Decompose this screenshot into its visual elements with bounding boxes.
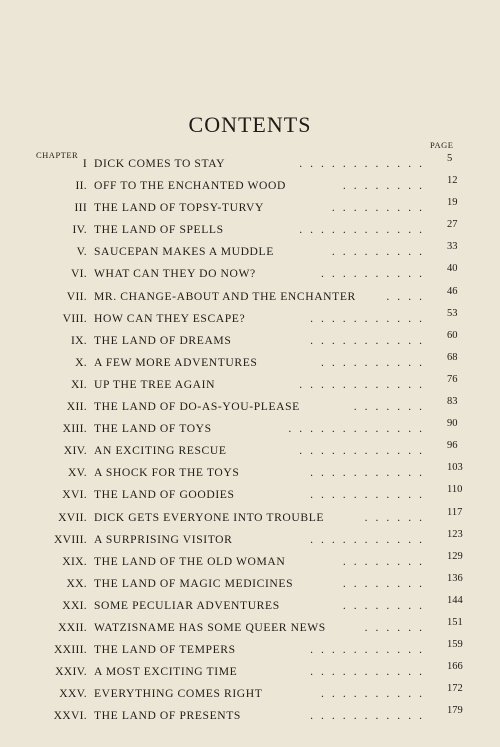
chapter-title: THE LAND OF PRESENTS: [94, 709, 241, 723]
chapter-title: SOME PECULIAR ADVENTURES: [94, 598, 280, 612]
dot-leader: ..........: [321, 267, 430, 281]
table-of-contents: [0, 153, 500, 727]
chapter-title: A SURPRISING VISITOR: [94, 532, 233, 546]
page-number: 46: [447, 285, 458, 297]
dot-leader: ...........: [310, 643, 430, 657]
toc-entry: [0, 551, 500, 573]
toc-entry: [0, 219, 500, 241]
chapter-title: THE LAND OF SPELLS: [94, 223, 224, 237]
page-number: 5: [447, 153, 453, 164]
toc-entry: [0, 507, 500, 529]
page-number: 172: [447, 683, 463, 695]
dot-leader: ........: [342, 554, 430, 568]
chapter-number: XV.: [67, 466, 87, 480]
toc-entry: [0, 374, 500, 396]
dot-leader: ............: [299, 157, 430, 170]
chapter-title: THE LAND OF DO-AS-YOU-PLEASE: [94, 400, 300, 414]
toc-entry: [0, 639, 500, 661]
chapter-number: V.: [76, 245, 87, 259]
toc-entry: [0, 197, 500, 219]
dot-leader: ..........: [321, 355, 430, 369]
chapter-title: A MOST EXCITING TIME: [94, 665, 238, 679]
chapter-number: XI.: [70, 377, 87, 391]
dot-leader: ...........: [310, 532, 430, 546]
chapter-title: DICK GETS EVERYONE INTO TROUBLE: [94, 510, 325, 524]
chapter-number: VII.: [66, 289, 87, 303]
chapter-number: XII.: [66, 400, 87, 414]
page-number: 144: [447, 594, 463, 606]
chapter-number: XVI.: [62, 488, 87, 502]
page-number: 60: [447, 329, 458, 341]
dot-leader: ...........: [310, 709, 430, 723]
chapter-title: THE LAND OF TOPSY-TURVY: [94, 201, 264, 215]
chapter-number: VIII.: [62, 311, 87, 325]
page-number: 179: [447, 705, 463, 717]
chapter-title: THE LAND OF MAGIC MEDICINES: [94, 576, 294, 590]
dot-leader: .............: [288, 422, 430, 436]
chapter-title: DICK COMES TO STAY: [94, 157, 226, 170]
chapter-title: HOW CAN THEY ESCAPE?: [94, 311, 246, 325]
chapter-title: MR. CHANGE-ABOUT AND THE ENCHANTER: [94, 289, 356, 303]
chapter-number: XVII.: [58, 510, 87, 524]
page-number: 76: [447, 373, 458, 385]
chapter-number: XIII.: [62, 422, 87, 436]
chapter-number: III: [74, 201, 87, 215]
chapter-title: SAUCEPAN MAKES A MUDDLE: [94, 245, 274, 259]
dot-leader: ...........: [310, 333, 430, 347]
page-number: 12: [447, 175, 458, 187]
toc-entry: [0, 175, 500, 197]
toc-entry: [0, 330, 500, 352]
toc-entry: [0, 683, 500, 705]
toc-entry: [0, 440, 500, 462]
chapter-number: XXII.: [58, 620, 87, 634]
page-number: 117: [447, 506, 463, 518]
chapter-title: THE LAND OF THE OLD WOMAN: [94, 554, 286, 568]
page-number: 40: [447, 263, 458, 275]
toc-entry: [0, 352, 500, 374]
page-number: 33: [447, 241, 458, 253]
page-number: 53: [447, 307, 458, 319]
dot-leader: .......: [353, 400, 430, 414]
page-number: 27: [447, 219, 458, 231]
chapter-title: WATZISNAME HAS SOME QUEER NEWS: [94, 620, 326, 634]
toc-entry: [0, 573, 500, 595]
page-number: 151: [447, 616, 463, 628]
page-column-header: PAGE: [430, 140, 454, 150]
chapter-number: XXI.: [62, 598, 87, 612]
chapter-title: OFF TO THE ENCHANTED WOOD: [94, 179, 286, 193]
toc-entry: [0, 661, 500, 683]
toc-entry: [0, 308, 500, 330]
chapter-number: XXV.: [59, 687, 87, 701]
chapter-number: I: [82, 157, 87, 170]
page-number: 90: [447, 418, 458, 430]
dot-leader: .........: [331, 201, 430, 215]
page-number: 136: [447, 572, 463, 584]
toc-entry: [0, 705, 500, 727]
dot-leader: ...........: [310, 665, 430, 679]
toc-entry: [0, 595, 500, 617]
chapter-title: A FEW MORE ADVENTURES: [94, 355, 258, 369]
chapter-number: II.: [75, 179, 87, 193]
page-number: 83: [447, 396, 458, 408]
page-title: CONTENTS: [188, 112, 312, 137]
dot-leader: ............: [299, 223, 430, 237]
dot-leader: ........: [342, 576, 430, 590]
toc-entry: [0, 462, 500, 484]
chapter-column-header: CHAPTER: [36, 150, 79, 160]
chapter-title: THE LAND OF DREAMS: [94, 333, 232, 347]
dot-leader: ...........: [310, 466, 430, 480]
dot-leader: ........: [342, 598, 430, 612]
chapter-title: EVERYTHING COMES RIGHT: [94, 687, 263, 701]
chapter-number: IV.: [72, 223, 87, 237]
chapter-number: XVIII.: [53, 532, 87, 546]
toc-entry: [0, 484, 500, 506]
toc-entry: [0, 529, 500, 551]
dot-leader: ...........: [310, 311, 430, 325]
chapter-number: X.: [75, 355, 87, 369]
chapter-number: XIX.: [62, 554, 87, 568]
dot-leader: ...........: [310, 488, 430, 502]
toc-entry: [0, 617, 500, 639]
chapter-title: WHAT CAN THEY DO NOW?: [94, 267, 256, 281]
dot-leader: ........: [342, 179, 430, 193]
dot-leader: ............: [299, 377, 430, 391]
page-number: 96: [447, 440, 458, 452]
chapter-number: XX.: [66, 576, 87, 590]
chapter-title: THE LAND OF TOYS: [94, 422, 212, 436]
page-number: 19: [447, 197, 458, 209]
dot-leader: ..........: [321, 687, 430, 701]
page-number: 110: [447, 484, 463, 496]
toc-entry: [0, 418, 500, 440]
chapter-number: VI.: [70, 267, 87, 281]
dot-leader: ......: [364, 620, 430, 634]
toc-entry: [0, 396, 500, 418]
chapter-title: A SHOCK FOR THE TOYS: [94, 466, 240, 480]
toc-entry: [0, 153, 500, 175]
page-number: 123: [447, 528, 463, 540]
dot-leader: ......: [364, 510, 430, 524]
page-number: 159: [447, 639, 463, 651]
chapter-title: THE LAND OF TEMPERS: [94, 643, 236, 657]
dot-leader: .........: [331, 245, 430, 259]
page-number: 166: [447, 661, 463, 673]
toc-entry: [0, 263, 500, 285]
toc-entry: [0, 241, 500, 263]
chapter-title: AN EXCITING RESCUE: [94, 444, 227, 458]
page-number: 103: [447, 462, 463, 474]
page-number: 68: [447, 351, 458, 363]
chapter-title: THE LAND OF GOODIES: [94, 488, 235, 502]
chapter-title: UP THE TREE AGAIN: [94, 377, 216, 391]
dot-leader: ....: [386, 289, 430, 303]
page-number: 129: [447, 550, 463, 562]
chapter-number: XXIV.: [55, 665, 87, 679]
chapter-number: XXVI.: [53, 709, 87, 723]
dot-leader: ............: [299, 444, 430, 458]
chapter-number: XXIII.: [53, 643, 87, 657]
toc-entry: [0, 286, 500, 308]
chapter-number: IX.: [70, 333, 87, 347]
chapter-number: XIV.: [63, 444, 87, 458]
